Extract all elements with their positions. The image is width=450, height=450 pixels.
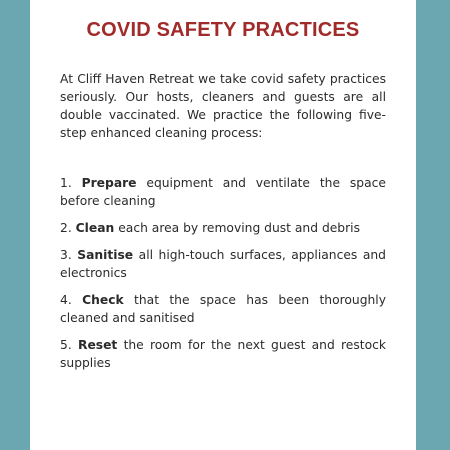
step-text: equipment and ventilate the space before cleaning	[60, 176, 386, 208]
step-item-4	[60, 291, 386, 327]
step-text: the room for the next guest and restock supplies	[60, 338, 386, 370]
step-keyword: Reset	[77, 338, 118, 352]
document-sheet	[30, 0, 416, 450]
step-item-2	[60, 219, 386, 237]
step-keyword: Prepare	[81, 176, 137, 190]
intro-paragraph: At Cliff Haven Retreat we take covid safety practices seriously. Our hosts, cleaners and guests are all double vaccinated. We practice the following five-step enhanced cleaning process:	[60, 72, 386, 140]
left-frame-border	[0, 0, 30, 450]
step-item-5	[60, 336, 386, 372]
cleaning-steps-list	[60, 174, 386, 372]
step-number: 4.	[60, 293, 72, 307]
step-keyword: Check	[82, 293, 124, 307]
step-number: 2.	[60, 221, 72, 235]
step-item-3	[60, 246, 386, 282]
step-text: each area by removing dust and debris	[118, 221, 360, 235]
step-item-1	[60, 174, 386, 210]
step-number: 3.	[60, 248, 72, 262]
step-text: all high-touch surfaces, appliances and electronics	[60, 248, 386, 280]
step-keyword: Sanitise	[77, 248, 134, 262]
step-number: 5.	[60, 338, 72, 352]
step-keyword: Clean	[75, 221, 115, 235]
right-frame-border	[416, 0, 450, 450]
step-number: 1.	[60, 176, 72, 190]
page-title: COVID SAFETY PRACTICES	[86, 19, 360, 41]
step-text: that the space has been thoroughly cleaned and sanitised	[60, 293, 386, 325]
